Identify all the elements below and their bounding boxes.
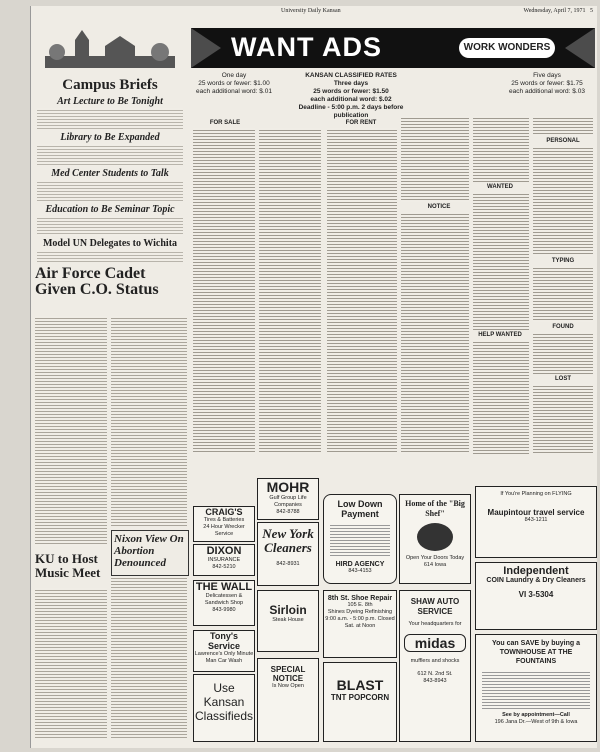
big-shef-logo [417, 523, 453, 551]
ad-sirloin: Sirloin Steak House [257, 590, 319, 652]
section-notice: NOTICE [427, 204, 451, 210]
brief-heading: Art Lecture to Be Tonight [57, 96, 163, 107]
section-found: FOUND [552, 324, 574, 330]
newspaper-page [30, 6, 597, 748]
paper-name: University Daily Kansan [281, 8, 341, 14]
brief-heading: Education to Be Seminar Topic [45, 204, 175, 215]
ad-low-down-payment: Low Down Payment HIRD AGENCY 843-4153 [323, 494, 397, 584]
ad-use-kansan-classifieds: Use Kansan Classifieds [193, 674, 255, 742]
issue-date: Wednesday, April 7, 1971 [523, 8, 586, 14]
section-typing: TYPING [551, 258, 575, 264]
ad-new-york-cleaners: New York Cleaners 842-8931 [257, 522, 319, 586]
headline-air-force: Air Force Cadet Given C.O. Status [35, 265, 159, 298]
nixon-headline-box: Nixon View On Abortion Denounced [111, 530, 189, 576]
ad-dixon: DIXON INSURANCE 842-5210 [193, 544, 255, 576]
rates-three-day: KANSAN CLASSIFIED RATES Three days 25 words or fewer: $1.50 each additional word: $.02 Deadline - 5:00 p.m. 2 days before publication [298, 72, 404, 119]
ad-tonys: Tony's Service Lawrence's Only Minute Man Car Wash [193, 630, 255, 672]
ad-tnt-popcorn: BLAST TNT POPCORN [323, 662, 397, 742]
page-number: 5 [590, 8, 593, 14]
brief-heading: Med Center Students to Talk [51, 168, 169, 179]
ad-big-shef: Home of the "Big Shef" Open Your Doors Today 614 Iowa [399, 494, 471, 584]
rates-one-day: One day 25 words or fewer: $1.00 each additional word: $.01 [196, 72, 272, 95]
ad-craigs: CRAIG'S Tires & Batteries 24 Hour Wrecker Service [193, 506, 255, 542]
brief-heading: Model UN Delegates to Wichita [42, 238, 178, 249]
brief-heading: Library to Be Expanded [60, 132, 160, 143]
ad-maupintour: If You're Planning on FLYING Maupintour travel service 843-1211 [475, 486, 597, 558]
headline-music-meet: KU to Host Music Meet [35, 551, 101, 580]
ad-special-notice: SPECIAL NOTICE Is Now Open [257, 658, 319, 742]
section-personal: PERSONAL [546, 138, 580, 144]
ad-independent-laundry: Independent COIN Laundry & Dry Cleaners VI 3-5304 [475, 562, 597, 630]
campus-skyline-illustration [35, 26, 185, 72]
section-help-wanted: HELP WANTED [478, 332, 522, 338]
campus-briefs-title: Campus Briefs [62, 77, 158, 93]
work-wonders-tag: WORK WONDERS [459, 38, 555, 58]
ad-shoe-repair: 8th St. Shoe Repair 105 E. 8th Shines Dyeing Refinishing 9:00 a.m. - 5:00 p.m. Closed Sat. at Noon [323, 590, 397, 658]
want-ads-title: WANT ADS [231, 32, 382, 62]
ad-the-fountains: You can SAVE by buying a TOWNHOUSE AT THE FOUNTAINS See by appointment—Call 196 Jana Dr.—West of 9th & Iowa [475, 634, 597, 742]
section-for-sale: FOR SALE [209, 120, 241, 126]
rates-five-day: Five days 25 words or fewer: $1.75 each additional word: $.03 [509, 72, 585, 95]
ad-the-wall: THE WALL Delicatessen & Sandwich Shop 843-9980 [193, 580, 255, 626]
masthead-line [31, 6, 597, 16]
section-lost: LOST [555, 376, 571, 382]
section-for-rent: FOR RENT [345, 120, 377, 126]
ad-shaw-auto: SHAW AUTO SERVICE Your headquarters for midas mufflers and shocks 612 N. 2nd St. 843-8943 [399, 590, 471, 742]
want-ads-banner [191, 28, 595, 68]
section-wanted: WANTED [487, 184, 513, 190]
ad-mohr: MOHR Gulf Group Life Companies 842-8788 [257, 478, 319, 520]
